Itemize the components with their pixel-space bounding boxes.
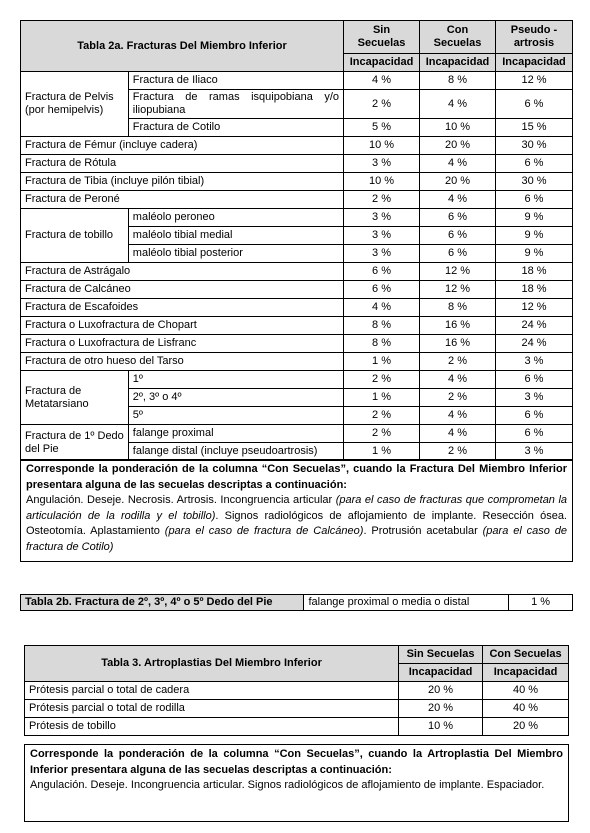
table-row xyxy=(21,209,573,227)
table-cell-name: Fractura de Peroné xyxy=(21,191,344,209)
sub-header-incapacidad: Incapacidad xyxy=(495,54,572,72)
table-cell-value: 2 % xyxy=(420,389,496,407)
table-row xyxy=(21,425,573,443)
group-label: Fractura de Pelvis (por hemipelvis) xyxy=(21,72,129,137)
table-cell-value: 16 % xyxy=(420,317,496,335)
note-italic: (para el caso de fractura de Cotilo) xyxy=(26,525,567,553)
table-cell-name: Fractura de ramas isquipobiana y/o iliopubiana xyxy=(128,90,343,119)
table-cell-value: 2 % xyxy=(344,90,420,119)
table-cell-value: 40 % xyxy=(483,682,569,700)
table-cell-value: 10 % xyxy=(399,718,483,736)
table-cell-name: maléolo tibial posterior xyxy=(128,245,343,263)
table-cell-value: 24 % xyxy=(495,335,572,353)
group-label: Fractura de Metatarsiano xyxy=(21,371,129,425)
table-cell-value: 9 % xyxy=(495,245,572,263)
group-label: Fractura de 1º Dedo del Pie xyxy=(21,425,129,461)
table-cell-value: 3 % xyxy=(344,209,420,227)
table-row xyxy=(21,155,573,173)
table-cell-value: 2 % xyxy=(420,443,496,461)
table-cell-name: Fractura de Fémur (incluye cadera) xyxy=(21,137,344,155)
note-text: . Protrusión acetabular xyxy=(363,525,483,537)
table-cell-value: 4 % xyxy=(420,90,496,119)
table-cell-value: 8 % xyxy=(420,72,496,90)
table-row xyxy=(25,700,569,718)
table-row xyxy=(21,281,573,299)
table-cell-name: maléolo peroneo xyxy=(128,209,343,227)
table-cell-name: Fractura o Luxofractura de Chopart xyxy=(21,317,344,335)
note-italic: (para el caso de fracturas que comprometan la articulación de la rodilla y el tobillo) xyxy=(26,494,568,522)
table-cell-value: 4 % xyxy=(420,191,496,209)
table-cell-value: 6 % xyxy=(495,407,572,425)
table-cell-value: 6 % xyxy=(495,90,572,119)
table-cell-value: 3 % xyxy=(344,245,420,263)
table-cell-value: 8 % xyxy=(420,299,496,317)
table-cell-value: 3 % xyxy=(344,227,420,245)
note-italic: (para el caso de fractura de Calcáneo) xyxy=(164,525,364,537)
note-text: . Signos radiológicos de aflojamiento de implante. Resección ósea. Osteotomía. Aplastamiento xyxy=(26,509,567,537)
table-cell-name: Fractura de Cotilo xyxy=(128,119,343,137)
table-row xyxy=(21,137,573,155)
table-cell-value: 20 % xyxy=(399,682,483,700)
table-cell-value: 2 % xyxy=(344,191,420,209)
table-2a-fracturas xyxy=(20,20,573,461)
table-cell-name: Fractura de Escafoides xyxy=(21,299,344,317)
table-row xyxy=(21,353,573,371)
col-header-sin-secuelas: Sin Secuelas xyxy=(344,21,420,54)
col-header-sin-secuelas: Sin Secuelas xyxy=(399,646,483,664)
table-cell-value: 3 % xyxy=(495,353,572,371)
table-cell-value: 18 % xyxy=(495,263,572,281)
table-cell-value: 4 % xyxy=(420,407,496,425)
table-cell-value: 6 % xyxy=(420,245,496,263)
note-heading: Corresponde la ponderación de la columna “Con Secuelas”, cuando la Artroplastia Del Miembro Inferior presentara alguna de las secuelas descriptas a continuación: xyxy=(30,748,563,776)
table-cell-value: 1 % xyxy=(344,389,420,407)
table-cell-value: 12 % xyxy=(420,263,496,281)
table-row xyxy=(21,72,573,90)
note-heading: Corresponde la ponderación de la columna “Con Secuelas”, cuando la Fractura Del Miembro Inferior presentara alguna de las secuelas descriptas a continuación: xyxy=(26,463,567,491)
table-cell-value: 12 % xyxy=(495,72,572,90)
table-row xyxy=(25,718,569,736)
table-cell-value: 16 % xyxy=(420,335,496,353)
table-cell-value: 10 % xyxy=(420,119,496,137)
table-cell-value: 6 % xyxy=(495,425,572,443)
table-3-artroplastias xyxy=(24,645,569,736)
sub-header-incapacidad: Incapacidad xyxy=(399,664,483,682)
note-artroplastias-secuelas xyxy=(24,744,569,822)
table-cell-value: 8 % xyxy=(344,335,420,353)
table-cell-value: 10 % xyxy=(344,173,420,191)
table-cell-value: 30 % xyxy=(495,137,572,155)
table-cell-value: 40 % xyxy=(483,700,569,718)
table-cell-value: 4 % xyxy=(420,155,496,173)
table-cell-value: 20 % xyxy=(420,137,496,155)
table-cell-value: 6 % xyxy=(420,227,496,245)
table-cell-value: 2 % xyxy=(344,371,420,389)
table-cell-name: Fractura de Iliaco xyxy=(128,72,343,90)
col-header-con-secuelas: Con Secuelas xyxy=(420,21,496,54)
table-cell-value: 6 % xyxy=(495,191,572,209)
table-cell-name: Fractura de Rótula xyxy=(21,155,344,173)
table-2b-dedos xyxy=(20,594,573,611)
table-row xyxy=(21,317,573,335)
table-cell-name: Fractura de Tibia (incluye pilón tibial) xyxy=(21,173,344,191)
table-cell-name: 1º xyxy=(128,371,343,389)
table-cell-value: 6 % xyxy=(495,155,572,173)
table-cell-value: 4 % xyxy=(420,425,496,443)
table-cell-value: 4 % xyxy=(420,371,496,389)
table-cell-value: 3 % xyxy=(344,155,420,173)
sub-header-incapacidad: Incapacidad xyxy=(344,54,420,72)
table-cell-value: 3 % xyxy=(495,389,572,407)
note-fracturas-secuelas xyxy=(20,459,573,562)
sub-header-incapacidad: Incapacidad xyxy=(420,54,496,72)
table-cell-name: 5º xyxy=(128,407,343,425)
table-cell-value: 1 % xyxy=(344,443,420,461)
table-cell-name: maléolo tibial medial xyxy=(128,227,343,245)
table-cell-name: Prótesis de tobillo xyxy=(25,718,399,736)
table-cell-value: 6 % xyxy=(344,263,420,281)
col-header-con-secuelas: Con Secuelas xyxy=(483,646,569,664)
table-cell-name: Prótesis parcial o total de cadera xyxy=(25,682,399,700)
table-row xyxy=(21,371,573,389)
table-cell-value: 3 % xyxy=(495,443,572,461)
table-cell-value: 9 % xyxy=(495,209,572,227)
table-cell-desc: falange proximal o media o distal xyxy=(304,595,509,611)
table-cell-value: 30 % xyxy=(495,173,572,191)
table-title: Tabla 2a. Fracturas Del Miembro Inferior xyxy=(21,21,344,72)
table-cell-name: Fractura de otro hueso del Tarso xyxy=(21,353,344,371)
note-text: Angulación. Deseje. Incongruencia articular. Signos radiológicos de aflojamiento de implante. Espaciador. xyxy=(30,779,545,791)
table-cell-value: 9 % xyxy=(495,227,572,245)
table-cell-name: falange proximal xyxy=(128,425,343,443)
table-cell-value: 24 % xyxy=(495,317,572,335)
table-cell-value: 2 % xyxy=(344,407,420,425)
table-cell-value: 1 % xyxy=(344,353,420,371)
table-cell-value: 4 % xyxy=(344,299,420,317)
col-header-pseudoartrosis: Pseudo - artrosis xyxy=(495,21,572,54)
table-cell-value: 20 % xyxy=(483,718,569,736)
table-row xyxy=(21,173,573,191)
table-row xyxy=(21,191,573,209)
group-label: Fractura de tobillo xyxy=(21,209,129,263)
table-row xyxy=(21,263,573,281)
table-cell-value: 10 % xyxy=(344,137,420,155)
table-row xyxy=(21,299,573,317)
table-cell-name: Fractura de Astrágalo xyxy=(21,263,344,281)
table-cell-name: Fractura o Luxofractura de Lisfranc xyxy=(21,335,344,353)
table-cell-value: 15 % xyxy=(495,119,572,137)
table-cell-value: 1 % xyxy=(509,595,573,611)
table-cell-value: 2 % xyxy=(420,353,496,371)
table-cell-value: 6 % xyxy=(420,209,496,227)
table-cell-value: 4 % xyxy=(344,72,420,90)
table-cell-name: falange distal (incluye pseudoartrosis) xyxy=(128,443,343,461)
table-cell-value: 2 % xyxy=(344,425,420,443)
note-text: Angulación. Deseje. Necrosis. Artrosis. Incongruencia articular xyxy=(26,494,336,506)
table-cell-value: 8 % xyxy=(344,317,420,335)
sub-header-incapacidad: Incapacidad xyxy=(483,664,569,682)
table-cell-value: 5 % xyxy=(344,119,420,137)
table-cell-name: Fractura de Calcáneo xyxy=(21,281,344,299)
table-cell-value: 18 % xyxy=(495,281,572,299)
table-row xyxy=(21,335,573,353)
table-title: Tabla 3. Artroplastias Del Miembro Inferior xyxy=(25,646,399,682)
table-cell-name: Prótesis parcial o total de rodilla xyxy=(25,700,399,718)
table-cell-name: 2º, 3º o 4º xyxy=(128,389,343,407)
table-cell-value: 20 % xyxy=(420,173,496,191)
table-cell-value: 20 % xyxy=(399,700,483,718)
table-row xyxy=(25,682,569,700)
table-title: Tabla 2b. Fractura de 2º, 3º, 4º o 5º Dedo del Pie xyxy=(21,595,304,611)
table-cell-value: 6 % xyxy=(495,371,572,389)
table-cell-value: 12 % xyxy=(420,281,496,299)
table-cell-value: 12 % xyxy=(495,299,572,317)
table-cell-value: 6 % xyxy=(344,281,420,299)
